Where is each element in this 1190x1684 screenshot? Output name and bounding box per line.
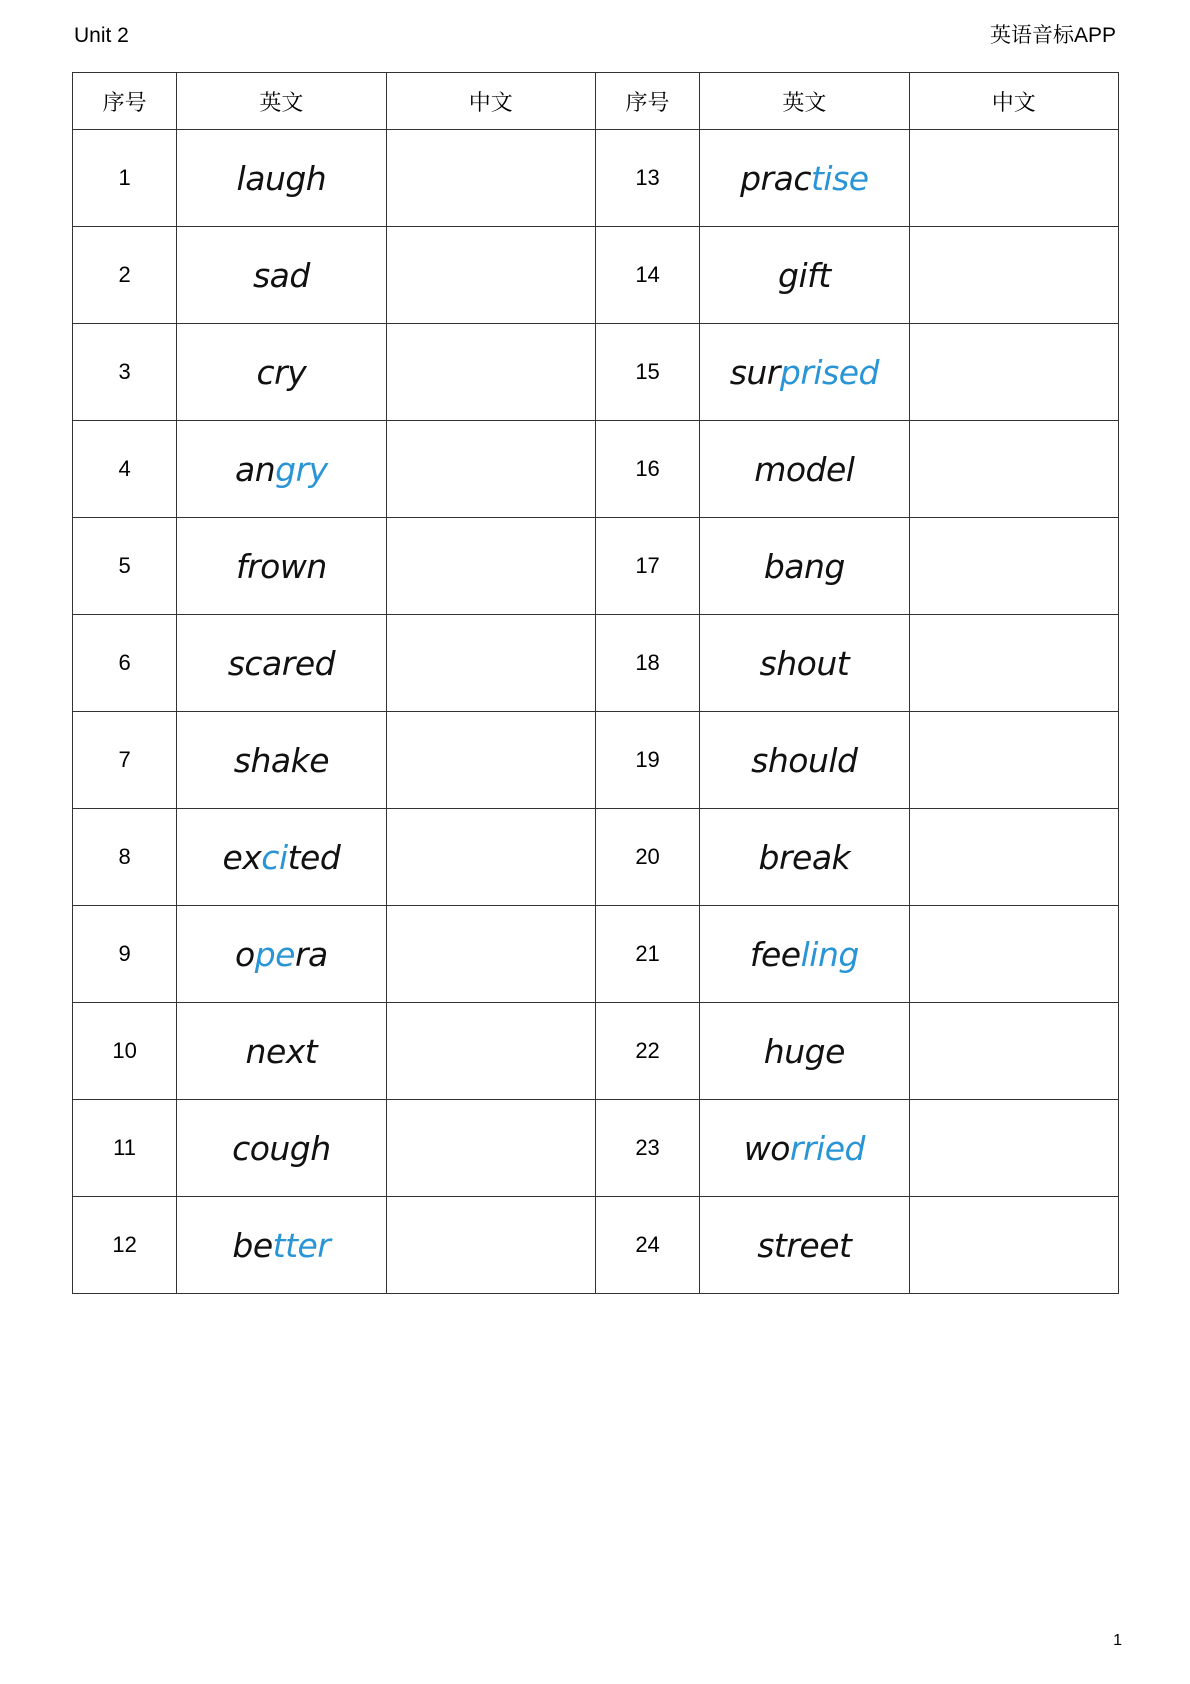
word-syllable: wo xyxy=(743,1128,790,1168)
chinese-answer-cell xyxy=(386,324,595,421)
highlighted-syllable: tter xyxy=(272,1225,331,1265)
highlighted-syllable: ci xyxy=(261,837,288,877)
english-word xyxy=(700,130,909,227)
word-syllable: cough xyxy=(232,1128,331,1168)
english-word xyxy=(177,809,386,906)
english-word xyxy=(700,421,909,518)
unit-title: Unit 2 xyxy=(74,24,129,47)
word-syllable: shout xyxy=(759,643,850,683)
chinese-answer-cell xyxy=(386,421,595,518)
chinese-answer-cell xyxy=(909,1100,1118,1197)
english-word xyxy=(177,1003,386,1100)
table-row xyxy=(73,421,1119,518)
word-syllable: be xyxy=(232,1225,273,1265)
table-row xyxy=(73,324,1119,421)
word-syllable: ex xyxy=(222,837,262,877)
table-row xyxy=(73,130,1119,227)
row-number: 2 xyxy=(73,227,177,324)
table-row xyxy=(73,1197,1119,1294)
english-word xyxy=(700,906,909,1003)
word-syllable: street xyxy=(757,1225,852,1265)
word-syllable: fee xyxy=(749,934,801,974)
word-syllable: frown xyxy=(235,546,327,586)
row-number: 12 xyxy=(73,1197,177,1294)
english-word xyxy=(177,130,386,227)
chinese-answer-cell xyxy=(909,130,1118,227)
table-row xyxy=(73,809,1119,906)
table-row xyxy=(73,712,1119,809)
row-number: 10 xyxy=(73,1003,177,1100)
word-syllable: should xyxy=(751,740,858,780)
row-number: 9 xyxy=(73,906,177,1003)
english-word xyxy=(177,1100,386,1197)
english-word xyxy=(700,615,909,712)
english-word xyxy=(700,809,909,906)
word-syllable: model xyxy=(754,449,855,489)
row-number: 14 xyxy=(595,227,699,324)
word-syllable: bang xyxy=(763,546,845,586)
chinese-answer-cell xyxy=(909,421,1118,518)
vocabulary-table xyxy=(72,72,1119,1294)
word-syllable: ted xyxy=(287,837,341,877)
app-name: 英语音标APP xyxy=(989,24,1116,47)
english-word xyxy=(700,1197,909,1294)
table-header-row xyxy=(73,73,1119,130)
english-word xyxy=(700,324,909,421)
table-row xyxy=(73,906,1119,1003)
chinese-answer-cell xyxy=(909,906,1118,1003)
row-number: 23 xyxy=(595,1100,699,1197)
page-number: 1 xyxy=(1113,1632,1122,1649)
row-number: 16 xyxy=(595,421,699,518)
word-syllable: o xyxy=(235,934,255,974)
english-word xyxy=(177,906,386,1003)
english-word xyxy=(177,518,386,615)
chinese-answer-cell xyxy=(386,130,595,227)
chinese-answer-cell xyxy=(386,809,595,906)
highlighted-syllable: ling xyxy=(800,934,859,974)
english-word xyxy=(177,227,386,324)
row-number: 20 xyxy=(595,809,699,906)
highlighted-syllable: prised xyxy=(779,352,880,392)
highlighted-syllable: rried xyxy=(789,1128,865,1168)
row-number: 3 xyxy=(73,324,177,421)
word-syllable: ra xyxy=(294,934,328,974)
chinese-answer-cell xyxy=(386,1003,595,1100)
english-word xyxy=(700,1100,909,1197)
word-syllable: an xyxy=(235,449,276,489)
english-word xyxy=(177,421,386,518)
row-number: 21 xyxy=(595,906,699,1003)
chinese-answer-cell xyxy=(909,809,1118,906)
chinese-answer-cell xyxy=(386,712,595,809)
header-chinese-right: 中文 xyxy=(909,73,1118,130)
row-number: 6 xyxy=(73,615,177,712)
chinese-answer-cell xyxy=(909,324,1118,421)
row-number: 15 xyxy=(595,324,699,421)
chinese-answer-cell xyxy=(909,712,1118,809)
table-row xyxy=(73,1003,1119,1100)
row-number: 17 xyxy=(595,518,699,615)
row-number: 22 xyxy=(595,1003,699,1100)
chinese-answer-cell xyxy=(386,1197,595,1294)
header-english-right: 英文 xyxy=(700,73,909,130)
row-number: 7 xyxy=(73,712,177,809)
english-word xyxy=(177,324,386,421)
highlighted-syllable: tise xyxy=(810,158,869,198)
row-number: 24 xyxy=(595,1197,699,1294)
word-syllable: huge xyxy=(763,1031,845,1071)
row-number: 18 xyxy=(595,615,699,712)
word-syllable: shake xyxy=(233,740,329,780)
chinese-answer-cell xyxy=(909,1197,1118,1294)
header-number-left: 序号 xyxy=(73,73,177,130)
chinese-answer-cell xyxy=(386,518,595,615)
chinese-answer-cell xyxy=(386,906,595,1003)
word-syllable: scared xyxy=(227,643,336,683)
chinese-answer-cell xyxy=(386,1100,595,1197)
chinese-answer-cell xyxy=(909,1003,1118,1100)
word-syllable: laugh xyxy=(236,158,327,198)
table-row xyxy=(73,615,1119,712)
table-row xyxy=(73,227,1119,324)
word-syllable: break xyxy=(758,837,851,877)
header-chinese-left: 中文 xyxy=(386,73,595,130)
chinese-answer-cell xyxy=(386,615,595,712)
row-number: 19 xyxy=(595,712,699,809)
table-row xyxy=(73,518,1119,615)
word-syllable: prac xyxy=(740,158,811,198)
row-number: 11 xyxy=(73,1100,177,1197)
word-syllable: sad xyxy=(252,255,310,295)
row-number: 1 xyxy=(73,130,177,227)
chinese-answer-cell xyxy=(909,227,1118,324)
header-english-left: 英文 xyxy=(177,73,386,130)
row-number: 13 xyxy=(595,130,699,227)
english-word xyxy=(177,1197,386,1294)
chinese-answer-cell xyxy=(386,227,595,324)
row-number: 8 xyxy=(73,809,177,906)
word-syllable: sur xyxy=(729,352,780,392)
word-syllable: cry xyxy=(256,352,307,392)
word-syllable: gift xyxy=(778,255,831,295)
row-number: 5 xyxy=(73,518,177,615)
table-body xyxy=(73,130,1119,1294)
highlighted-syllable: pe xyxy=(254,934,295,974)
english-word xyxy=(177,712,386,809)
english-word xyxy=(700,712,909,809)
chinese-answer-cell xyxy=(909,615,1118,712)
english-word xyxy=(700,227,909,324)
table-row xyxy=(73,1100,1119,1197)
word-syllable: next xyxy=(245,1031,318,1071)
chinese-answer-cell xyxy=(909,518,1118,615)
header-number-right: 序号 xyxy=(595,73,699,130)
english-word xyxy=(700,518,909,615)
highlighted-syllable: gry xyxy=(275,449,328,489)
english-word xyxy=(700,1003,909,1100)
english-word xyxy=(177,615,386,712)
row-number: 4 xyxy=(73,421,177,518)
